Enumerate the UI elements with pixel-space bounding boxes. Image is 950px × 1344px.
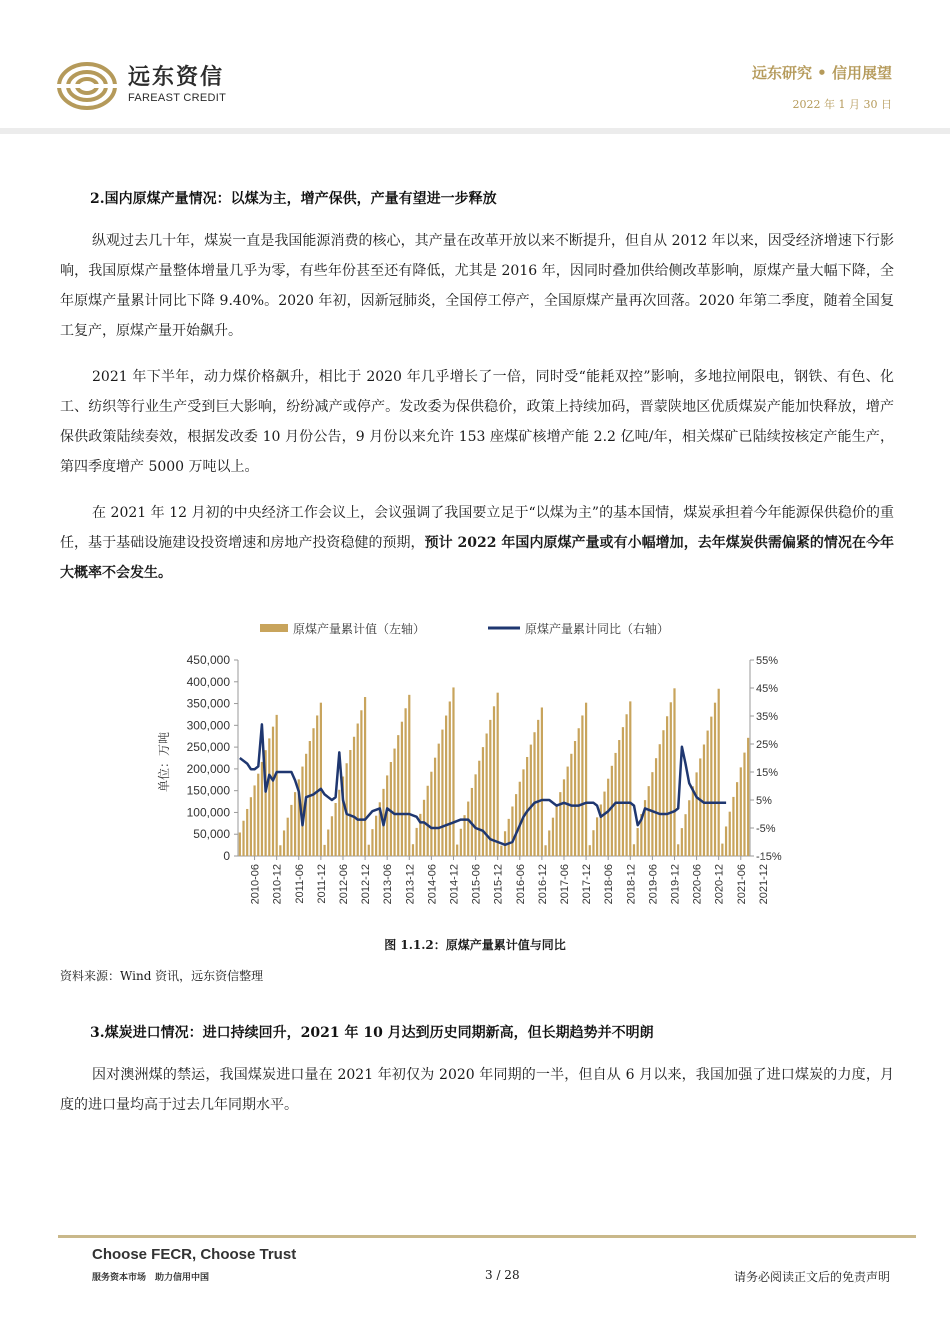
legend-swatch-bar [260,624,288,632]
x-tick-label: 2015-06 [470,864,483,905]
bar-cumulative-output [508,819,510,856]
section3-heading: 3.煤炭进口情况：进口持续回升，2021 年 10 月达到历史同期新高，但长期趋势并不明朗 [90,1025,654,1041]
bar-cumulative-output [544,845,546,856]
y-left-tick-label: 400,000 [186,674,230,689]
x-tick-label: 2013-06 [382,864,395,905]
bar-cumulative-output [695,772,697,856]
paragraph-text: 在 2021 年 12 月初的中央经济工作会议上，会议强调了我国要立足于“以煤为主”的基本国情，煤炭承担着今年能源保供稳价的重任，基于基础设施建设投资增速和房地产投资稳健的预期， [60,505,894,551]
bar-cumulative-output [357,724,359,856]
bar-cumulative-output [375,816,377,856]
y-right-tick-label: -5% [756,823,776,835]
bar-cumulative-output [290,805,292,856]
bar-cumulative-output [349,750,351,856]
x-tick-label: 2012-12 [360,864,373,905]
bar-cumulative-output [677,844,679,856]
x-tick-label: 2014-06 [426,864,439,905]
section2-paragraph-1: 纵观过去几十年，煤炭一直是我国能源消费的核心，其产量在改革开放以来不断提升，但自从 2012 年以来，因受经济增速下行影响，我国原煤产量整体增量几乎为零，有些年份甚至还有降低，尤其是 2016 年，因同时叠加供给侧改革影响，原煤产量大幅下降，全年原煤产量累计同比下降 9.40%。2020 年初，因新冠肺炎，全国停工停产，全国原煤产量再次回落。2020 年第二季度，随着全国复工复产，原煤产量开始飙升。 [60,233,894,339]
bar-cumulative-output [474,774,476,856]
bar-cumulative-output [493,706,495,856]
x-tick-label: 2019-12 [669,864,682,905]
x-tick-label: 2014-12 [448,864,461,905]
x-tick-label: 2016-12 [536,864,549,905]
bar-cumulative-output [364,697,366,856]
y-left-tick-label: 150,000 [186,783,230,798]
bar-cumulative-output [578,728,580,856]
bar-cumulative-output [404,708,406,856]
chart-legend [260,621,669,636]
x-tick-label: 2018-12 [625,864,638,905]
bar-cumulative-output [320,703,322,856]
bar-cumulative-output [618,740,620,856]
bar-cumulative-output [740,767,742,856]
figure-caption: 图 1.1.2：原煤产量累计值与同比 [384,938,566,952]
x-tick-label: 2019-06 [647,864,660,905]
bar-cumulative-output [390,762,392,856]
bar-cumulative-output [239,832,241,856]
y-left-tick-label: 100,000 [186,805,230,820]
y-right-tick-label: 15% [756,767,779,779]
report-date: 2022 年 1 月 30 日 [792,98,892,111]
x-tick-label: 2020-06 [691,864,704,905]
bar-cumulative-output [438,744,440,856]
bar-cumulative-output [430,772,432,856]
bar-cumulative-output [567,767,569,856]
x-tick-label: 2016-06 [514,864,527,905]
bar-cumulative-output [533,732,535,856]
bar-cumulative-output [522,769,524,856]
bar-cumulative-output [655,758,657,856]
bar-cumulative-output [452,687,454,856]
bar-cumulative-output [692,786,694,856]
bar-cumulative-output [489,720,491,856]
bar-cumulative-output [603,792,605,856]
x-tick-label: 2010-12 [271,864,284,905]
x-tick-label: 2018-06 [603,864,616,905]
bar-cumulative-output [261,762,263,856]
bar-cumulative-output [368,845,370,856]
bar-cumulative-output [283,830,285,856]
bar-cumulative-output [401,722,403,856]
bar-cumulative-output [530,745,532,856]
bar-cumulative-output [242,821,244,856]
section2-paragraph-2: 2021 年下半年，动力煤价格飙升，相比于 2020 年几乎增长了一倍，同时受“能耗双控”影响，多地拉闸限电，钢铁、有色、化工、纺织等行业生产受到巨大影响，纷纷减产或停产。发改委为保供稳价，政策上持续加码，晋蒙陕地区优质煤炭产能加快释放，增产保供政策陆续奏效，根据发改委 10 月份公告，9 月份以来允许 153 座煤矿核增产能 2.2 亿吨/年，相关煤矿已陆续按核定产能生产，第四季度增产 5000 万吨以上。 [60,369,894,475]
bar-cumulative-output [592,830,594,856]
bar-cumulative-output [622,727,624,856]
y-axis-label: 单位：万吨 [157,731,171,793]
bar-cumulative-output [707,731,709,856]
y-right-tick-label: -15% [756,851,782,863]
bar-cumulative-output [316,715,318,856]
y-right-tick-label: 45% [756,683,779,695]
bar-cumulative-output [648,786,650,856]
brand-name-cn: 远东资信 [128,65,225,90]
y-left-tick-label: 300,000 [186,718,230,733]
bar-cumulative-output [253,785,255,856]
bar-cumulative-output [714,703,716,856]
bar-cumulative-output [703,744,705,856]
bar-cumulative-output [541,707,543,856]
bar-cumulative-output [747,738,749,856]
header-divider [0,128,950,134]
bar-cumulative-output [460,829,462,856]
bar-cumulative-output [710,717,712,856]
bar-cumulative-output [732,797,734,856]
bar-cumulative-output [688,800,690,856]
bar-cumulative-output [287,818,289,856]
paragraph-emphasis: 预计 2022 年国内原煤产量或有小幅增加，去年煤炭供需偏紧的情况在今年大概率不会发生。 [60,535,895,581]
bar-cumulative-output [585,703,587,856]
y-right-tick-label: 35% [756,711,779,723]
x-tick-label: 2012-06 [337,864,350,905]
bar-cumulative-output [684,814,686,856]
coal-output-chart [150,612,800,922]
brand-name-en: FAREAST CREDIT [128,92,227,104]
x-tick-label: 2013-12 [404,864,417,905]
x-tick-label: 2015-12 [492,864,505,905]
bar-cumulative-output [519,782,521,856]
bar-cumulative-output [589,845,591,856]
bar-cumulative-output [596,817,598,856]
bar-cumulative-output [427,786,429,856]
bar-cumulative-output [729,812,731,856]
bar-cumulative-output [659,744,661,856]
bar-cumulative-output [397,735,399,856]
bar-cumulative-output [743,753,745,856]
bar-cumulative-output [353,737,355,856]
fareast-logo-icon [55,60,119,112]
bar-cumulative-output [611,766,613,856]
legend-line-label: 原煤产量累计同比（右轴） [525,622,670,636]
x-tick-label: 2011-12 [315,864,328,904]
footer-slogan-cn: 服务资本市场 助力信用中国 [92,1273,210,1283]
bar-cumulative-output [556,805,558,856]
x-tick-label: 2011-06 [293,864,306,904]
bar-cumulative-output [500,846,502,856]
footer-disclaimer: 请务必阅读正文后的免责声明 [733,1270,890,1284]
bar-cumulative-output [629,701,631,856]
x-tick-label: 2017-06 [558,864,571,905]
y-left-tick-label: 350,000 [186,696,230,711]
page-number: 3 / 28 [485,1268,520,1282]
bar-cumulative-output [511,806,513,856]
bar-cumulative-output [673,688,675,856]
bar-cumulative-output [434,758,436,856]
bar-cumulative-output [497,693,499,856]
bar-cumulative-output [312,728,314,856]
y-left-tick-label: 0 [223,849,230,863]
x-tick-label: 2021-06 [735,864,748,905]
bar-cumulative-output [515,794,517,856]
bar-cumulative-output [681,828,683,856]
bar-cumulative-output [637,828,639,856]
section2-heading: 2.国内原煤产量情况：以煤为主，增产保供，产量有望进一步释放 [90,191,497,207]
bar-cumulative-output [246,809,248,856]
bar-cumulative-output [445,716,447,856]
bar-cumulative-output [563,779,565,856]
x-tick-label: 2017-12 [581,864,594,905]
y-left-tick-label: 200,000 [186,761,230,776]
bar-cumulative-output [574,741,576,856]
y-left-tick-label: 250,000 [186,740,230,755]
bar-cumulative-output [331,816,333,856]
y-left-tick-label: 450,000 [186,653,230,667]
bar-cumulative-output [482,747,484,856]
bar-cumulative-output [537,720,539,856]
bar-cumulative-output [478,761,480,856]
bar-cumulative-output [456,845,458,856]
x-tick-label: 2010-06 [249,864,262,905]
bar-cumulative-output [408,695,410,856]
bar-cumulative-output [441,730,443,856]
bar-cumulative-output [412,844,414,856]
bar-cumulative-output [416,828,418,856]
bar-cumulative-output [276,715,278,856]
page-header [0,0,950,135]
bar-cumulative-output [327,830,329,856]
bar-cumulative-output [294,792,296,856]
bar-cumulative-output [393,749,395,856]
y-left-tick-label: 50,000 [193,827,230,842]
legend-bar-label: 原煤产量累计值（左轴） [293,622,426,636]
bar-cumulative-output [625,714,627,856]
bar-cumulative-output [250,797,252,856]
bar-cumulative-output [371,829,373,856]
bar-cumulative-output [552,818,554,856]
bar-cumulative-output [607,779,609,856]
bar-cumulative-output [548,830,550,856]
bar-cumulative-output [670,702,672,856]
bar-cumulative-output [633,844,635,856]
bar-cumulative-output [699,758,701,856]
bar-cumulative-output [449,701,451,856]
footer-slogan-en: Choose FECR, Choose Trust [92,1246,297,1263]
x-tick-label: 2020-12 [713,864,726,905]
bar-cumulative-output [662,730,664,856]
bar-cumulative-output [272,727,274,856]
footer-divider [58,1235,916,1238]
bar-cumulative-output [467,802,469,856]
bar-cumulative-output [666,716,668,856]
bar-cumulative-output [338,790,340,856]
bar-cumulative-output [335,803,337,856]
bar-cumulative-output [526,757,528,856]
bar-cumulative-output [268,738,270,856]
bar-cumulative-output [323,845,325,856]
y-right-tick-label: 25% [756,739,779,751]
y-right-tick-label: 55% [756,655,779,667]
bar-cumulative-output [463,815,465,856]
report-series: 远东研究 • 信用展望 [751,64,892,82]
bar-cumulative-output [725,826,727,856]
bar-cumulative-output [718,689,720,856]
bar-cumulative-output [309,741,311,856]
bar-cumulative-output [736,782,738,856]
bar-cumulative-output [651,772,653,856]
bar-cumulative-output [257,774,259,856]
bar-cumulative-output [581,715,583,856]
section3-paragraph-1: 因对澳洲煤的禁运，我国煤炭进口量在 2021 年初仅为 2020 年同期的一半，但自从 6 月以来，我国加强了进口煤炭的力度，月度的进口量均高于过去几年同期水平。 [60,1067,894,1113]
bar-cumulative-output [360,710,362,856]
x-tick-label: 2021-12 [757,864,770,905]
bar-cumulative-output [279,845,281,856]
bar-cumulative-output [559,792,561,856]
bar-cumulative-output [721,844,723,856]
section2-paragraph-3 [60,498,894,588]
bar-cumulative-output [423,800,425,856]
y-right-tick-label: 5% [756,795,772,807]
figure-source: 资料来源：Wind 资讯，远东资信整理 [60,969,264,983]
